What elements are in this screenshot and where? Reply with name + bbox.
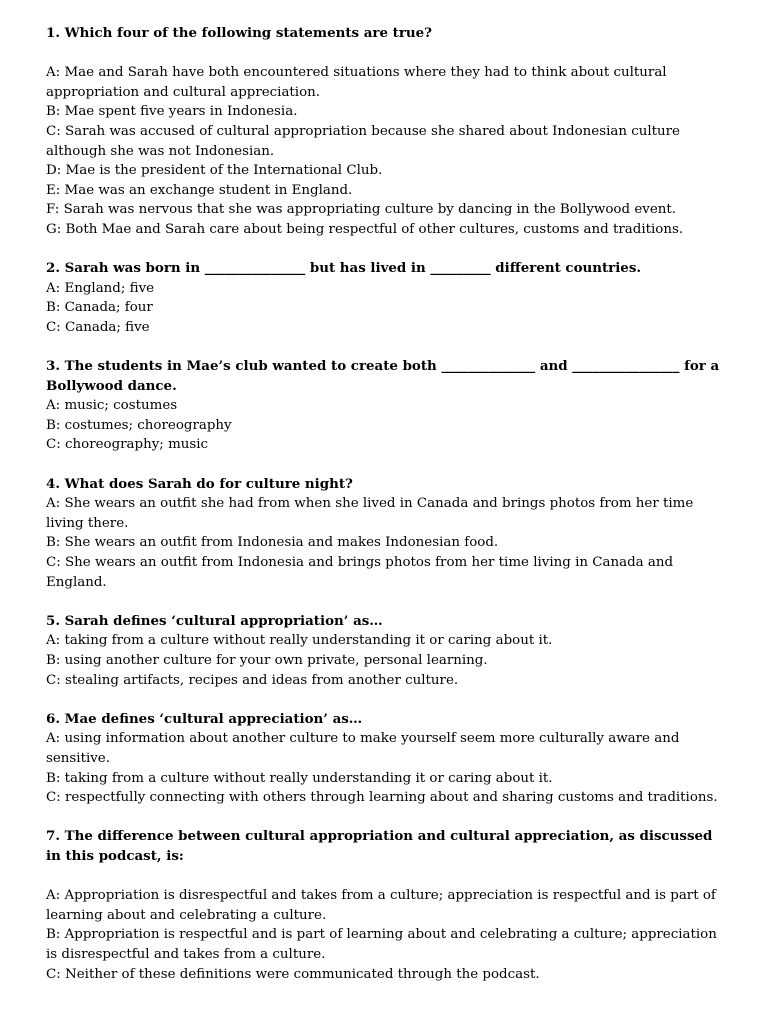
answer-option: B: using another culture for your own private, personal learning.: [46, 653, 488, 668]
answer-option: A: She wears an outfit she had from when she lived in Canada and brings photos from her time living there.: [46, 496, 694, 531]
answer-option: G: Both Mae and Sarah care about being respectful of other cultures, customs and traditions.: [46, 221, 684, 237]
question-block: [46, 827, 726, 984]
question-text: 2. Sarah was born in _______________ but has lived in _________ different countries.: [46, 260, 642, 277]
question-block: [46, 24, 726, 240]
question-block: [46, 475, 726, 593]
answer-option: A: using information about another culture to make yourself seem more culturally aware and sensitive.: [46, 731, 680, 766]
answer-option: A: taking from a culture without really understanding it or caring about it.: [46, 633, 553, 649]
answer-option: B: Canada; four: [46, 300, 153, 316]
answer-option: F: Sarah was nervous that she was appropriating culture by dancing in the Bollywood event.: [46, 202, 677, 218]
answer-option: A: Mae and Sarah have both encountered situations where they had to think about cultural appropriation and cultural appreciation.: [46, 65, 667, 100]
question-text: 4. What does Sarah do for culture night?: [46, 475, 353, 492]
answer-option: B: taking from a culture without really understanding it or caring about it.: [46, 770, 553, 786]
answer-option: C: choreography; music: [46, 437, 209, 453]
question-block: [46, 612, 726, 690]
spacer: [46, 44, 726, 64]
answer-option: D: Mae is the president of the International Club.: [46, 163, 383, 179]
question-text: 1. Which four of the following statements are true?: [46, 25, 432, 41]
question-text: 5. Sarah defines ‘cultural appropriation’ as…: [46, 612, 383, 629]
answer-option: A: music; costumes: [46, 398, 178, 414]
question-block: [46, 259, 726, 337]
spacer: [46, 867, 726, 887]
answer-option: A: Appropriation is disrespectful and takes from a culture; appreciation is respectful and is part of learning about and celebrating a culture.: [46, 888, 716, 923]
answer-option: A: England; five: [46, 280, 155, 296]
answer-option: B: costumes; choreography: [46, 417, 232, 433]
question-block: [46, 710, 726, 808]
answer-option: E: Mae was an exchange student in England.: [46, 182, 353, 198]
answer-option: C: respectfully connecting with others through learning about and sharing customs and traditions.: [46, 790, 718, 806]
answer-option: C: She wears an outfit from Indonesia and brings photos from her time living in Canada and England.: [46, 555, 674, 590]
question-text: 7. The difference between cultural appropriation and cultural appreciation, as discussed in this podcast, is:: [46, 828, 713, 864]
answer-option: C: Sarah was accused of cultural appropriation because she shared about Indonesian culture although she was not Indonesian.: [46, 123, 680, 159]
answer-option: B: Appropriation is respectful and is part of learning about and celebrating a culture; appreciation is disrespectful and takes from a culture.: [46, 927, 717, 962]
answer-option: B: Mae spent five years in Indonesia.: [46, 104, 298, 120]
answer-option: C: stealing artifacts, recipes and ideas from another culture.: [46, 672, 459, 688]
answer-option: B: She wears an outfit from Indonesia and makes Indonesian food.: [46, 535, 499, 551]
question-block: [46, 357, 726, 455]
question-text: 3. The students in Mae’s club wanted to create both ______________ and ________________ for a Bollywood dance.: [46, 358, 720, 394]
answer-option: C: Canada; five: [46, 319, 150, 335]
answer-option: C: Neither of these definitions were communicated through the podcast.: [46, 966, 540, 982]
question-text: 6. Mae defines ‘cultural appreciation’ as…: [46, 710, 363, 727]
